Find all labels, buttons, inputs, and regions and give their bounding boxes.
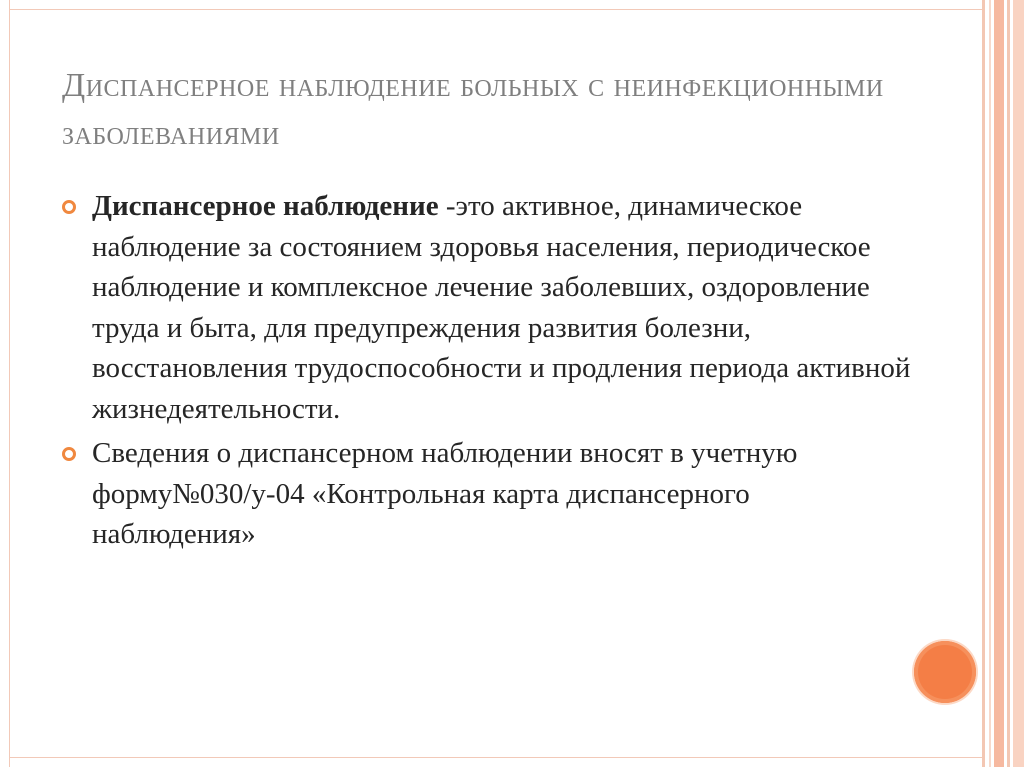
stripe bbox=[989, 0, 991, 767]
bullet-text: -это активное, динамическое наблюдение за состоянием здоровья населения, периодическое наблюдение и комплексное лечение заболевших, оздоровление труда и быта, для предупреждения развития болезни, восстановления трудоспособности и продления периода активной жизнедеятельности. bbox=[92, 190, 911, 425]
stripe bbox=[1007, 0, 1010, 767]
orange-circle-decoration bbox=[914, 641, 976, 703]
bullet-item bbox=[62, 433, 912, 555]
bullet-item bbox=[62, 186, 912, 429]
stripe bbox=[1013, 0, 1024, 767]
slide-title: Диспансерное наблюдение больных с неинфекционными заболеваниями bbox=[62, 67, 884, 152]
bullet-text: Сведения о диспансерном наблюдении вносят в учетную форму№030/у-04 «Контрольная карта диспансерного наблюдения» bbox=[92, 437, 798, 550]
frame-line-bottom bbox=[9, 757, 984, 758]
right-decorative-stripes bbox=[982, 0, 1024, 767]
frame-line-top bbox=[9, 9, 984, 10]
ring-bullet-icon bbox=[62, 447, 76, 461]
frame-line-left bbox=[9, 0, 10, 767]
bullet-lead: Диспансерное наблюдение bbox=[92, 190, 439, 222]
slide-body bbox=[62, 186, 912, 559]
stripe bbox=[982, 0, 985, 767]
ring-bullet-icon bbox=[62, 200, 76, 214]
stripe bbox=[994, 0, 1004, 767]
